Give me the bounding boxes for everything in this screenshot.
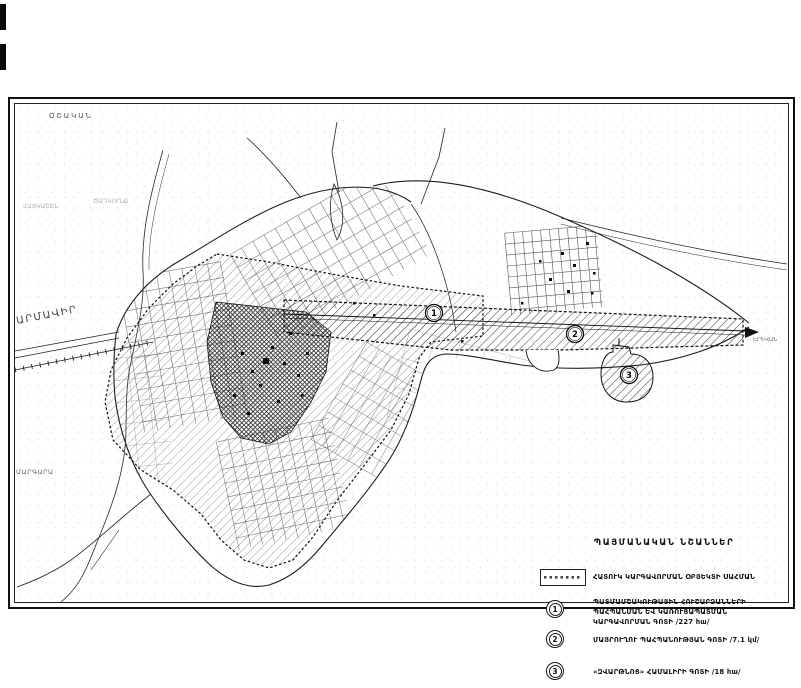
legend-title: ՊԱՅՄԱՆԱԿԱՆ ՆՇԱՆՆԵՐ (593, 538, 735, 548)
map-paper (14, 103, 789, 676)
label-oshakan: ՕՇԱԿԱՆ (49, 112, 93, 120)
hatched-boundary-swatch (540, 569, 586, 586)
zone1-label-line1: ՊԱՏՄԱՄՇԱԿՈՒԹԱՅԻՆ ՀՈՒՇԱՐՁԱՆՆԵՐԻ (593, 598, 746, 606)
label-margara: ՄԱՐԳԱՐԱ (16, 468, 54, 476)
legend-item-zone3-label: «ԶՎԱՐԹՆՈՑ» ՀԱՄԱԼԻՐԻ ԳՈՏԻ /18 հա/ (593, 668, 741, 676)
marker-2 (567, 326, 584, 343)
legend-item-zone2-label: ՄԱՅՐՈՒՂՈՒ ՊԱՀՊԱՆՈՒԹՅԱՆ ԳՈՏԻ /7.1 կմ/ (593, 636, 760, 644)
legend-item-boundary-label: ՀԱՏՈՒԿ ԿԱՐԳԱՎՈՐՄԱՆ ՕԲՅԵԿՏԻ ՍԱՀՄԱՆ (593, 573, 755, 581)
legend-item-zone1-label (593, 597, 746, 627)
legend (528, 538, 800, 688)
zone1-label-line2: ՊԱՀՊԱՆՄԱՆ ԵՎ ԿԱՌՈՒՑԱՊԱՏՄԱՆ (593, 608, 728, 616)
legend-circle-2-number: 2 (549, 633, 562, 646)
zone1-label-line3: ԿԱՐԳԱՎՈՐՄԱՆ ԳՈՏԻ /227 հա/ (593, 618, 710, 626)
marker-3-number: 3 (626, 371, 632, 381)
marker-3 (621, 367, 638, 384)
scan-edge-mark-top (0, 4, 6, 30)
city-map-drawing (15, 104, 788, 602)
legend-circle-3-icon (546, 662, 564, 680)
map-frame (8, 97, 795, 676)
label-north-village: ԾԱՂԿՈՒՆՔ (93, 198, 129, 205)
label-armavir: ԱՐՄԱՎԻՐ (15, 304, 79, 327)
label-nw-village: ՀԱՅԿԱՇԵՆ (23, 203, 59, 210)
scan-edge-mark-bottom (0, 44, 6, 70)
legend-circle-1-icon (546, 600, 564, 618)
legend-circle-1-number: 1 (549, 603, 562, 616)
marker-1 (426, 305, 443, 322)
marker-1-number: 1 (431, 309, 437, 319)
legend-circle-3-number: 3 (549, 665, 562, 678)
marker-2-number: 2 (572, 330, 578, 340)
legend-circle-2-icon (546, 630, 564, 648)
label-yerevan: ԵՐԵՎԱՆ (753, 337, 778, 343)
